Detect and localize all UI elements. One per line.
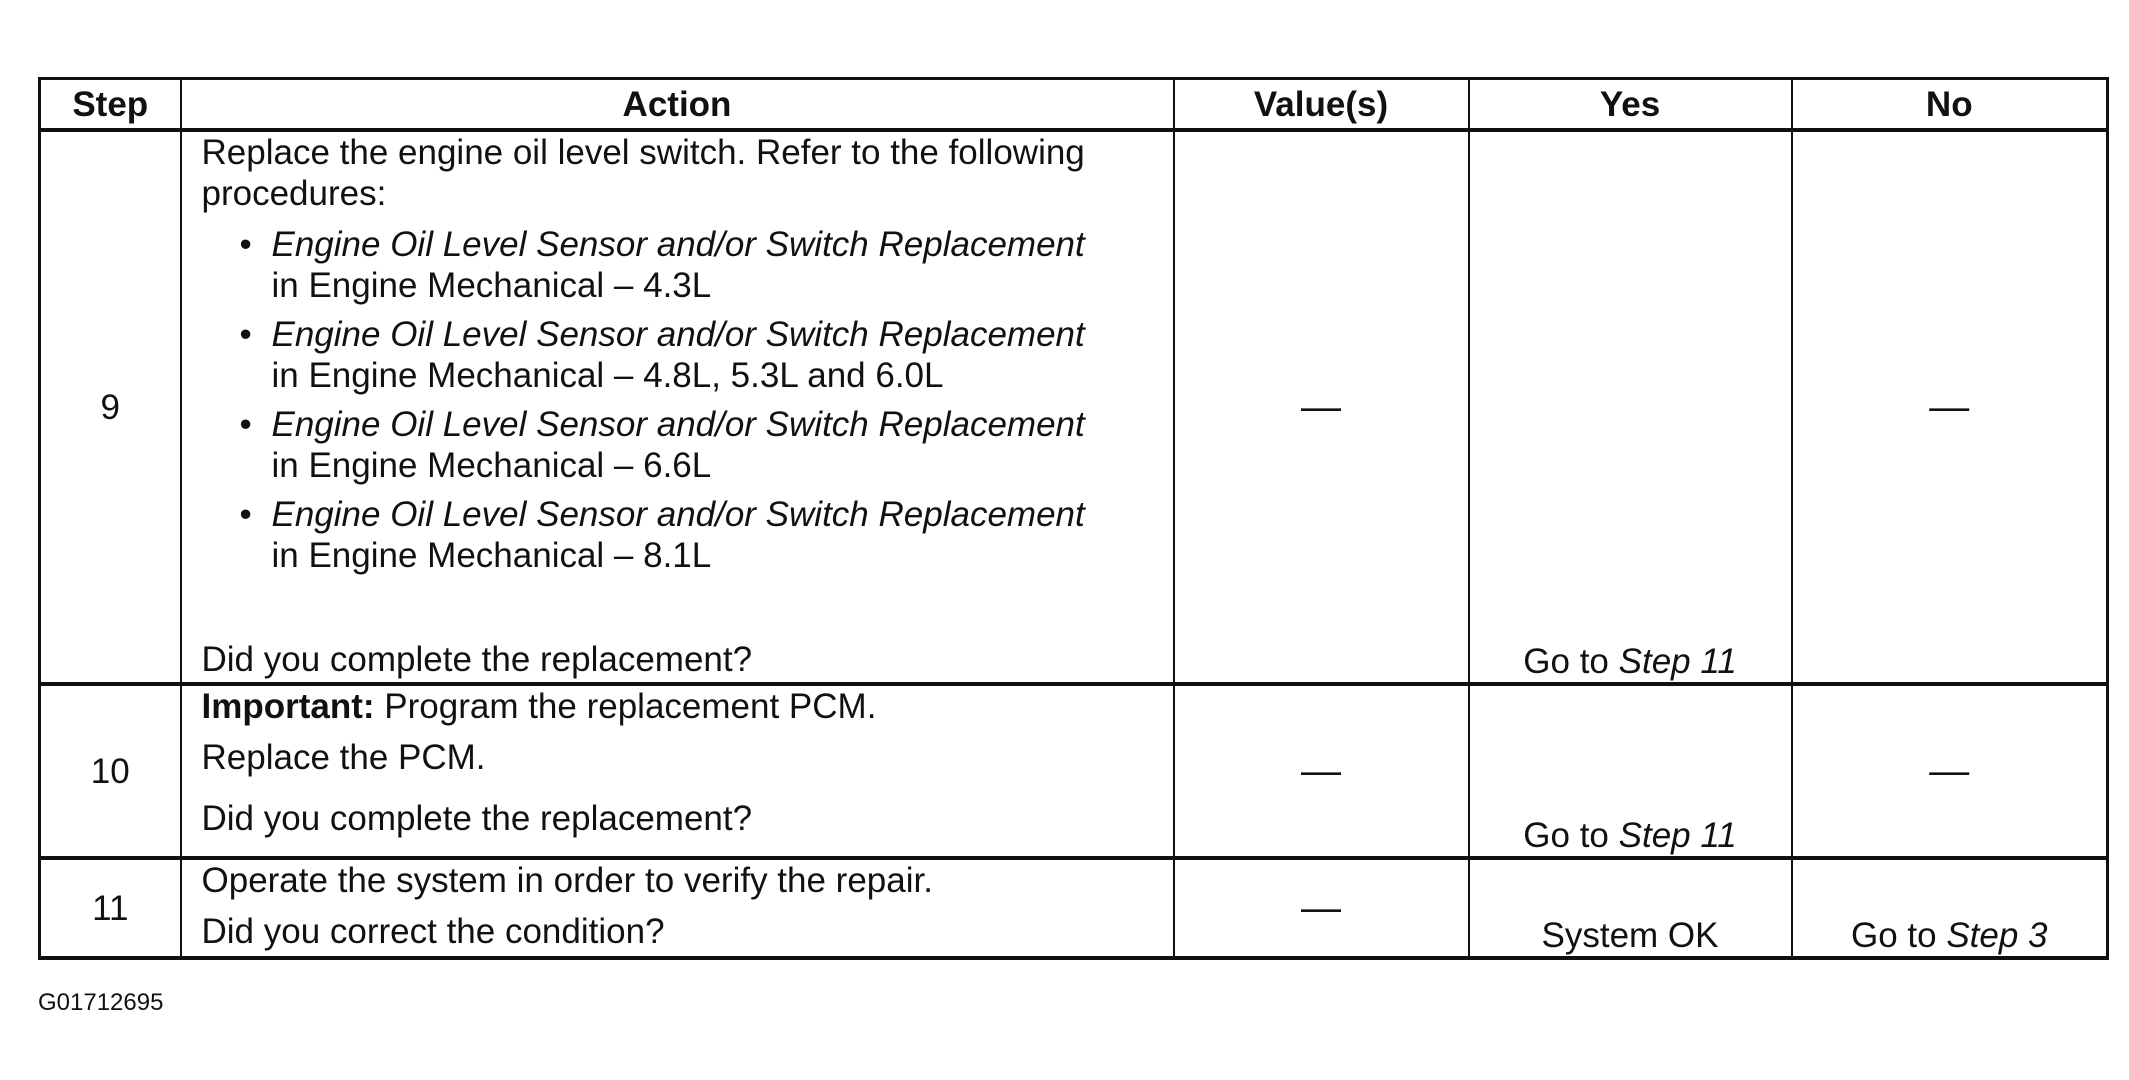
action-question: Did you correct the condition?: [201, 912, 665, 951]
no-prefix: Go to: [1850, 916, 1937, 955]
no-cell: —: [1792, 684, 2108, 858]
list-item: [240, 224, 1153, 306]
list-item: [240, 494, 1153, 576]
bullet-icon: •: [239, 225, 252, 264]
procedure-link[interactable]: Engine Oil Level Sensor and/or Switch Replacement: [271, 405, 1085, 444]
header-values: Value(s): [1174, 79, 1469, 131]
figure-id: G01712695: [38, 989, 164, 1016]
action-instruction: Operate the system in order to verify the repair.: [201, 861, 933, 900]
procedure-location: in Engine Mechanical – 8.1L: [271, 536, 712, 575]
yes-cell: [1469, 130, 1792, 684]
header-step: Step: [40, 79, 181, 131]
header-action: Action: [181, 79, 1174, 131]
table-row: [40, 130, 2108, 684]
no-cell: —: [1792, 130, 2108, 684]
header-yes: Yes: [1469, 79, 1792, 131]
action-cell: [181, 684, 1174, 858]
procedure-list: [202, 224, 1153, 576]
bullet-icon: •: [239, 315, 252, 354]
procedure-link[interactable]: Engine Oil Level Sensor and/or Switch Replacement: [271, 225, 1085, 264]
important-note: [202, 686, 1153, 727]
step-number: 9: [40, 130, 181, 684]
no-cell: [1792, 858, 2108, 958]
value-cell: —: [1174, 684, 1469, 858]
action-intro: Replace the engine oil level switch. Refer to the following procedures:: [201, 133, 1085, 213]
action-instruction: Replace the PCM.: [201, 738, 486, 777]
table-row: [40, 858, 2108, 958]
bullet-icon: •: [239, 405, 252, 444]
step-number: 10: [40, 684, 181, 858]
diagnostic-table: [38, 77, 2109, 960]
action-question: Did you complete the replacement?: [201, 640, 753, 679]
important-label: Important:: [201, 687, 375, 726]
yes-cell: System OK: [1469, 858, 1792, 958]
yes-cell: [1469, 684, 1792, 858]
action-cell: [181, 858, 1174, 958]
important-text: Program the replacement PCM.: [384, 687, 877, 726]
list-item: [240, 314, 1153, 396]
bullet-icon: •: [239, 495, 252, 534]
action-cell: [181, 130, 1174, 684]
yes-prefix: Go to: [1523, 816, 1609, 855]
step-number: 11: [40, 858, 181, 958]
procedure-link[interactable]: Engine Oil Level Sensor and/or Switch Replacement: [271, 495, 1085, 534]
step-3-link[interactable]: Step 3: [1946, 916, 2048, 955]
header-row: [40, 79, 2108, 131]
value-cell: —: [1174, 858, 1469, 958]
procedure-location: in Engine Mechanical – 6.6L: [271, 446, 712, 485]
procedure-location: in Engine Mechanical – 4.3L: [271, 266, 712, 305]
yes-prefix: Go to: [1523, 642, 1609, 681]
procedure-link[interactable]: Engine Oil Level Sensor and/or Switch Replacement: [271, 315, 1085, 354]
step-11-link[interactable]: Step 11: [1618, 642, 1737, 681]
header-no: No: [1792, 79, 2108, 131]
step-11-link[interactable]: Step 11: [1618, 816, 1737, 855]
table-row: [40, 684, 2108, 858]
action-question: Did you complete the replacement?: [201, 799, 753, 838]
value-cell: —: [1174, 130, 1469, 684]
list-item: [240, 404, 1153, 486]
procedure-location: in Engine Mechanical – 4.8L, 5.3L and 6.0L: [271, 356, 944, 395]
